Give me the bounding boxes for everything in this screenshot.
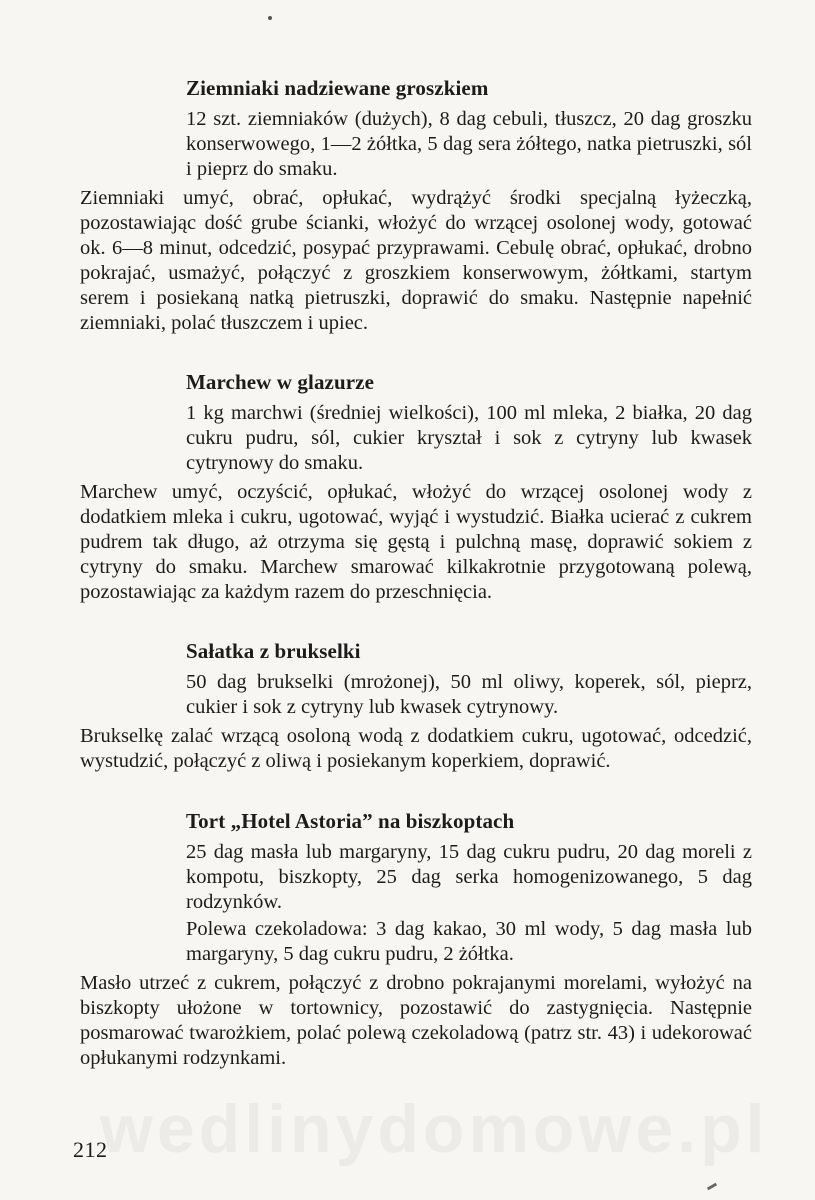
recipe-method: Masło utrzeć z cukrem, połączyć z drobno pokrajanymi morelami, wyłożyć na biszkopty ułożone w tortownicy, pozostawić do zastygnięcia. Następnie posmarować twarożkiem, polać polewą czekoladową (patrz str. 43) i udekorować opłukanymi rodzynkami. xyxy=(80,972,752,1069)
recipe-title: Marchew w glazurze xyxy=(186,370,375,394)
recipe-ingredients: 25 dag masła lub margaryny, 15 dag cukru pudru, 20 dag moreli z kompotu, biszkopty, 25 dag serka homogenizowanego, 5 dag rodzynków. xyxy=(186,841,752,913)
recipe-glaze-ingredients: Polewa czekoladowa: 3 dag kakao, 30 ml wody, 5 dag masła lub margaryny, 5 dag cukru pudru, 2 żółtka. xyxy=(186,918,752,965)
recipe-title: Tort „Hotel Astoria” na biszkoptach xyxy=(186,809,515,833)
watermark: wedlinydomowe.pl xyxy=(100,1091,769,1167)
page-speck xyxy=(268,16,272,20)
recipe-title: Ziemniaki nadziewane groszkiem xyxy=(186,76,489,100)
recipe-method: Marchew umyć, oczyścić, opłukać, włożyć do wrzącej osolonej wody z dodatkiem mleka i cukru, ugotować, wyjąć i wystudzić. Białka ucierać z cukrem pudrem tak długo, aż otrzyma się gęstą i pulchną masę, doprawić sokiem z cytryny do smaku. Marchew smarować kilkakrotnie przygotowaną polewą, pozostawiając za każdym razem do przeschnięcia. xyxy=(80,481,752,603)
page-number: 212 xyxy=(73,1137,108,1162)
recipe-method: Brukselkę zalać wrzącą osoloną wodą z dodatkiem cukru, ugotować, odcedzić, wystudzić, połączyć z oliwą i posiekanym koperkiem, doprawić. xyxy=(80,725,752,772)
recipe-ingredients: 12 szt. ziemniaków (dużych), 8 dag cebuli, tłuszcz, 20 dag groszku konserwowego, 1—2 żółtka, 5 dag sera żółtego, natka pietruszki, sól i pieprz do smaku. xyxy=(186,108,752,180)
recipe-ingredients: 50 dag brukselki (mrożonej), 50 ml oliwy, koperek, sól, pieprz, cukier i sok z cytryny lub kwasek cytrynowy. xyxy=(186,671,752,718)
recipe-salatka xyxy=(80,638,752,774)
recipe-ingredients: 1 kg marchwi (średniej wielkości), 100 ml mleka, 2 białka, 20 dag cukru pudru, sól, cukier kryształ i sok z cytryny lub kwasek cytrynowy do smaku. xyxy=(186,402,752,474)
recipe-method: Ziemniaki umyć, obrać, opłukać, wydrążyć środki specjalną łyżeczką, pozostawiając dość grube ścianki, włożyć do wrzącej osolonej wody, gotować ok. 6—8 minut, odcedzić, posypać przyprawami. Cebulę obrać, opłukać, drobno pokrajać, usmażyć, połączyć z groszkiem konserwowym, żółtkami, startym serem i posiekaną natką pietruszki, doprawić do smaku. Następnie napełnić ziemniaki, polać tłuszczem i upiec. xyxy=(80,187,752,334)
page-speck xyxy=(707,1183,717,1191)
recipe-tort xyxy=(80,808,752,1071)
recipe-marchew xyxy=(80,369,752,605)
recipe-title: Sałatka z brukselki xyxy=(186,639,361,663)
recipe-ziemniaki xyxy=(80,75,752,336)
